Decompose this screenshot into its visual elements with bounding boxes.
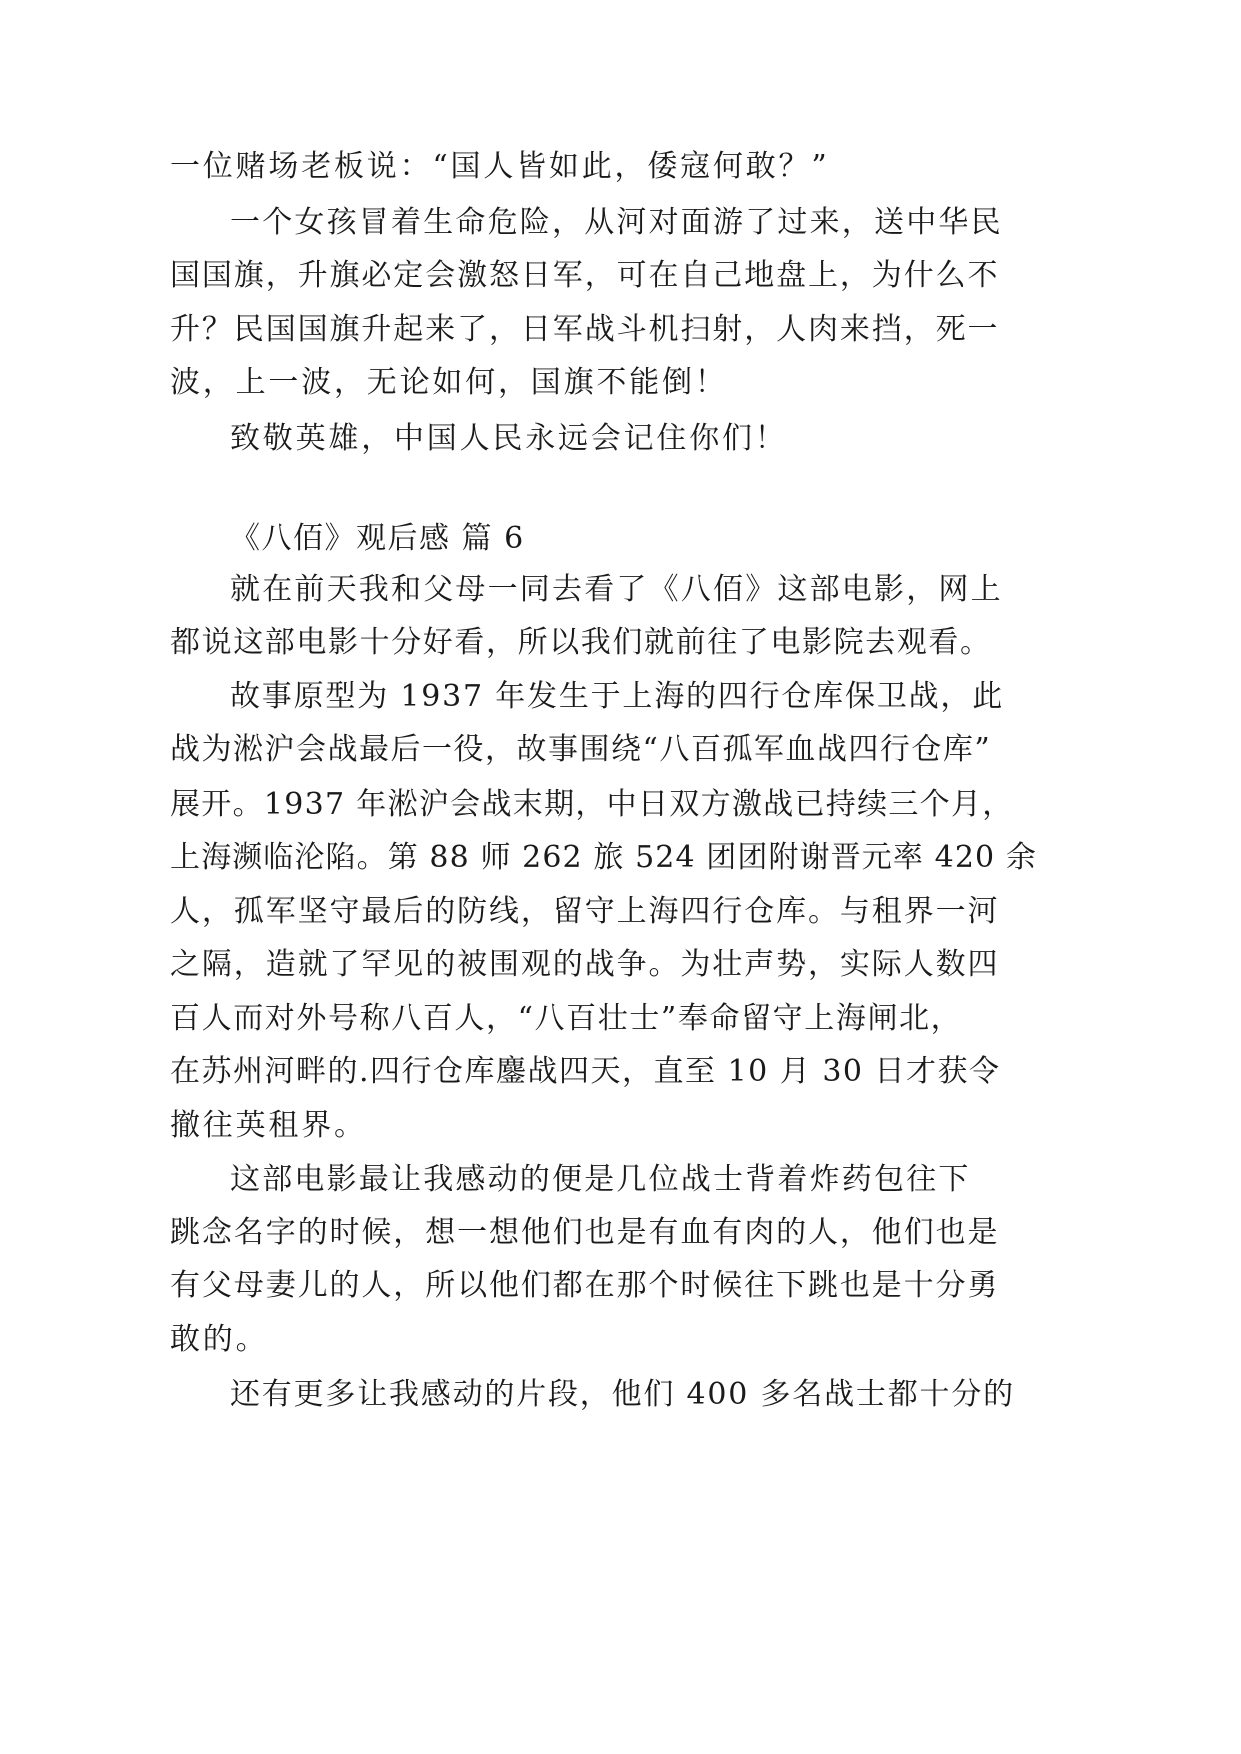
text-line: 故事原型为 1937 年发生于上海的四行仓库保卫战，此 [230,679,1005,714]
text-line: 人，孤军坚守最后的防线，留守上海四行仓库。与租界一河 [170,894,1000,929]
text-line: 战为淞沪会战最后一役，故事围绕“八百孤军血战四行仓库” [170,732,992,767]
text-line: 国国旗，升旗必定会激怒日军，可在自己地盘上，为什么不 [170,258,1000,293]
text-line: 跳念名字的时候，想一想他们也是有血有肉的人，他们也是 [170,1215,1000,1250]
text-line: 就在前天我和父母一同去看了《八佰》这部电影，网上 [230,572,1003,607]
text-line: 这部电影最让我感动的便是几位战士背着炸药包往下 [230,1162,971,1197]
text-line: 有父母妻儿的人，所以他们都在那个时候往下跳也是十分勇 [170,1268,1000,1303]
text-line: 在苏州河畔的.四行仓库鏖战四天，直至 10 月 30 日才获令 [170,1054,1001,1089]
text-line: 百人而对外号称八百人，“八百壮士”奉命留守上海闸北， [170,1001,963,1036]
text-line: 波，上一波，无论如何，国旗不能倒！ [170,365,728,400]
text-line: 一位赌场老板说：“国人皆如此，倭寇何敢？” [170,149,830,184]
text-line: 致敬英雄，中国人民永远会记住你们！ [230,421,788,456]
text-line: 一个女孩冒着生命危险，从河对面游了过来，送中华民 [230,205,1003,240]
text-line: 之隔，造就了罕见的被围观的战争。为壮声势，实际人数四 [170,947,1000,982]
text-line: 上海濒临沦陷。第 88 师 262 旅 524 团团附谢晋元率 420 余 [170,840,1037,875]
text-line: 展开。1937 年淞沪会战末期，中日双方激战已持续三个月， [170,787,1014,822]
section-heading: 《八佰》观后感 篇 6 [230,521,525,556]
text-line: 升？民国国旗升起来了，日军战斗机扫射，人肉来挡，死一 [170,312,1000,347]
text-line: 撤往英租界。 [170,1108,367,1143]
text-line: 都说这部电影十分好看，所以我们就前往了电影院去观看。 [170,625,992,660]
text-line: 还有更多让我感动的片段，他们 400 多名战士都十分的 [230,1377,1015,1412]
text-line: 敢的。 [170,1322,269,1357]
